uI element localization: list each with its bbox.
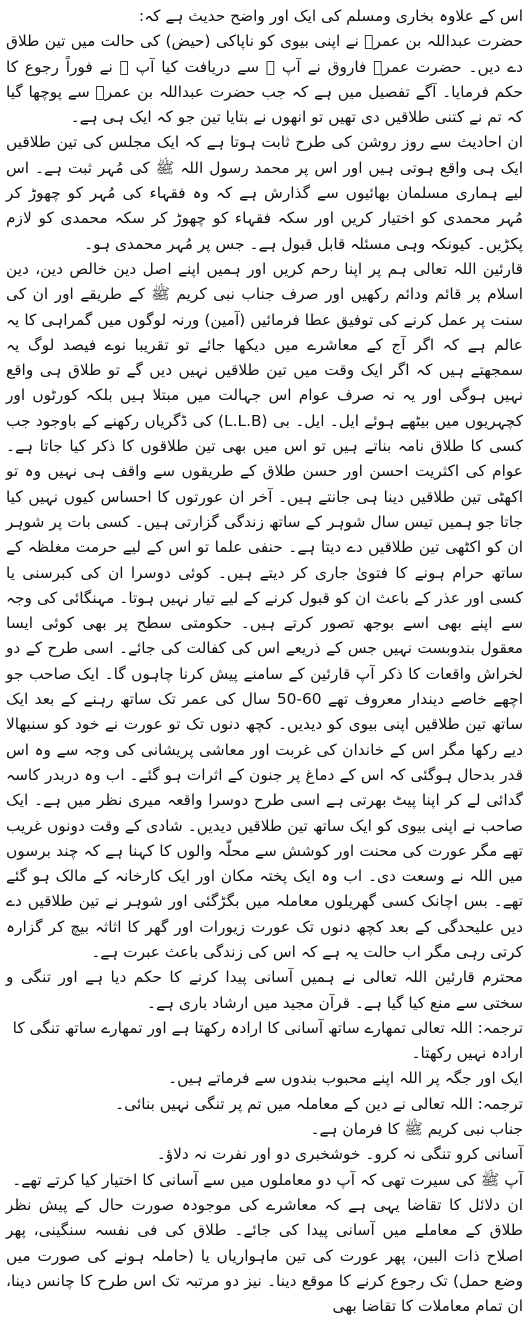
quote-line-2: ایک اور جگہ پر اللہ اپنے محبوب بندوں سے فرماتے ہیں۔	[168, 1069, 523, 1088]
quote-line-4: جناب نبی کریم ﷺ کا فرمان ہے۔	[310, 1120, 523, 1139]
intro-line: اس کے علاوہ بخاری ومسلم کی ایک اور واضح حدیث ہے کہ:	[138, 7, 523, 25]
conclusion-paragraph: ان احادیث سے روز روشن کی طرح ثابت ہوتا ہے کہ ایک مجلس کی تین طلاقیں ایک ہی واقع ہوتی ہیں اور اس پر محمد رسول اللہ ﷺ کی مُہر ثبت ہے۔ اس لیے ہماری مسلمان بھائیوں سے گذارش ہے کہ وہ فقہاء کی مُہر کو چھوڑ کر مُہر محمدی کو اختیار کریں اور سکہ فقہاء کو چھوڑ کر سکہ محمدی کو لازم پکڑیں۔ کیونکہ وہی مسئلہ قابل قبول ہے۔ جس پر مُہر محمدی ہو۔	[6, 133, 523, 253]
translation-line-2: ترجمہ: اللہ تعالی نے دین کے معاملہ میں تم پر تنگی نہیں بنائی۔	[115, 1094, 523, 1113]
quote-line-5: آسانی کرو تنگی نہ کرو۔ خوشخبری دو اور نفرت نہ دلاؤ۔	[156, 1145, 523, 1164]
quote-line-6: آپ ﷺ کی سیرت تھی کہ آپ دو معاملوں میں سے آسانی کا اختیار کیا کرتے تھے۔	[12, 1170, 523, 1189]
closing-paragraph: ان دلائل کا تقاضا یہی ہے کہ معاشرے کی موجودہ صورت حال کے پیش نظر طلاق کے معاملے میں آسانی پیدا کی جائے۔ طلاق کی فی نفسہ سنگینی، پھر اصلاح ذات البین، پھر عورت کی تین ماہواریاں یا (حاملہ ہونے کی صورت میں وضع حمل) تک رجوع کرنے کا موقع دینا۔ نیز دو مرتبہ تک اس طرح کا چانس دینا، ان تمام معاملات کا تقاضا بھی	[6, 1195, 523, 1316]
translation-line-1: ترجمہ: اللہ تعالی تمھارے ساتھ آسانی کا ارادہ رکھتا ہے اور تمھارے ساتھ تنگی کا ارادہ نہیں رکھتا۔	[12, 1018, 523, 1063]
social-issue-paragraph: قارئین اللہ تعالی ہم پر اپنا رحم کریں اور ہمیں اپنے اصل دین خالص دین، دین اسلام پر قائم ودائم رکھیں اور صرف جناب نبی کریم ﷺ کے طریقے اور ان کی سنت پر عمل کرنے کی توفیق عطا فرمائیں (آمین) ورنہ لوگوں میں گمراہی کا یہ عالم ہے کہ اگر آج کے معاشرے میں دیکھا جائے تو تقریبا نوے فیصد لوگ یہ سمجھتے ہیں کہ اگر ایک وقت میں تین طلاقیں نہیں دیں گے تو طلاق ہی واقع نہیں ہوگی اور یہ نہ صرف عوام اس جہالت میں مبتلا ہیں بلکہ کورٹوں اور کچہریوں میں بیٹھے ہوئے ایل۔ ایل۔ بی (L.L.B) کی ڈگریاں رکھنے کے باوجود جب کسی کا طلاق نامہ بناتے ہیں تو اس میں بھی تین طلاقوں کا ذکر کیا جاتا ہے۔ عوام کی اکثریت احسن اور حسن طلاق کے طریقوں سے واقف ہی نہیں وہ تو اکھٹی تین طلاقیں دینا ہی جانتے ہیں۔ آخر ان عورتوں کا احساس کیوں نہیں کیا جاتا جو ہمیں تیس سال شوہر کے ساتھ زندگی گزارتی ہیں۔ کسی بات پر شوہر ان کو اکٹھی تین طلاقیں دے دیتا ہے۔ حنفی علما تو اس کے لیے حرمت مغلظہ کے ساتھ حرام ہونے کا فتویٰ جاری کر دیتے ہیں۔ کوئی دوسرا ان کی کبرسنی یا کسی اور عذر کے باعث ان کو قبول کرنے کے لیے تیار نہیں ہوتا۔ مہنگائی کی وجہ سے اپنے بھی اسے بوجھ تصور کرتے ہیں۔ حکومتی سطح پر بھی کوئی ایسا معقول بندوبست نہیں جس کے ذریعے اس کی کفالت کی جائے۔ اسی طرح کے دو لخراش واقعات کا ذکر آپ قارئین کے سامنے پیش کرنا چاہوں گا۔ ایک صاحب جو اچھے خاصے دیندار معروف تھے 60-50 سال کی عمر تک ساتھ رہنے کے بعد ایک ساتھ تین طلاقیں اپنی بیوی کو دیدیں۔ کچھ دنوں تک تو عورت نے خود کو سنبھالا دیے رکھا مگر اس کے خاندان کی غربت اور معاشی پریشانی کی وجہ سے وہ اس قدر بدحال ہوگئی کہ اس کے دماغ پر جنون کے اثرات ہو گئے۔ اب وہ دربدر کاسہ گدائی لے کر اپنا پیٹ بھرتی ہے اسی طرح دوسرا واقعہ میری نظر میں ہے۔ ایک صاحب نے اپنی بیوی کو ایک ساتھ تین طلاقیں دیدیں۔ شادی کے وقت دونوں غریب تھے مگر عورت کی محنت اور کوشش سے محلّہ والوں کا کہنا ہے کہ چند برسوں میں اللہ نے وسعت دی۔ اب وہ ایک پختہ مکان اور ایک کارخانہ کے مالک ہو گئے تھے۔ بس اچانک کسی گھریلوں معاملہ میں بگڑگئی اور شوہر نے تین طلاقیں دے دیں علیحدگی کے بعد کچھ دنوں تک عورت زیورات اور گھر کا اثاثہ بیچ کر گزارہ کرتی رہی مگر اب حالت یہ ہے کہ اس کی زندگی باعث عبرت ہے۔	[6, 259, 524, 961]
hadith-paragraph: حضرت عبداللہ بن عمرؓ نے اپنی بیوی کو ناپاکی (حیض) کی حالت میں تین طلاق دے دیں۔ حضرت عمرؓ فاروق نے آپ ﷺ سے دریافت کیا آپ ﷺ نے فوراً رجوع کا حکم فرمایا۔ آگے تفصیل میں ہے کہ جب حضرت عبداللہ بن عمرؓ سے پوچھا گیا کہ تم نے کتنی طلاقیں دی تھیں تو انھوں نے بتایا تین جو کہ ایک ہی ہے۔	[6, 32, 523, 127]
readers-paragraph: محترم قارئین اللہ تعالی نے ہمیں آسانی پیدا کرنے کا حکم دیا ہے اور تنگی و سختی سے منع کیا گیا ہے۔ قرآن مجید میں ارشاد باری ہے۔	[6, 968, 523, 1012]
